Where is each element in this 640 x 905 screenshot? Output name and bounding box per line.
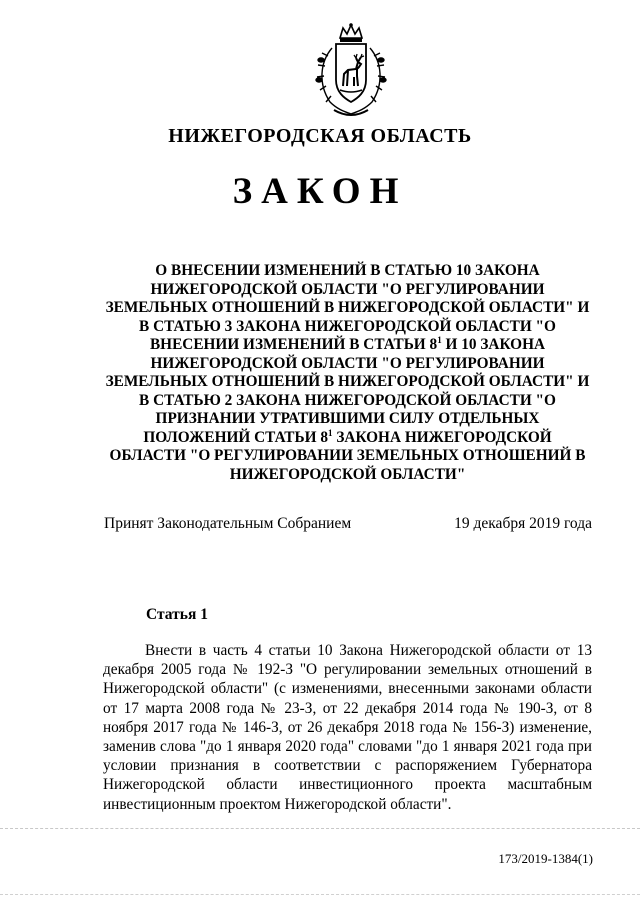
article-paragraph [103, 641, 592, 814]
shield-icon [336, 44, 366, 102]
law-title-line: В СТАТЬЮ 2 ЗАКОНА НИЖЕГОРОДСКОЙ ОБЛАСТИ "О [139, 391, 556, 409]
article-heading: Статья 1 [146, 606, 208, 623]
law-title-line [100, 336, 595, 355]
region-heading: НИЖЕГОРОДСКАЯ ОБЛАСТЬ [168, 125, 472, 147]
article-text: Внести в часть 4 статьи 10 Закона Нижегородской области от 13 декабря 2005 года № 192-З "О регулировании земельных отношений в Нижегородской области" (с изменениями, внесенными законами области от 17 марта 2008 года № 23-З, от 22 декабря 2014 года № 190-З, от 8 ноября 2017 года № 146-З, от 26 декабря 2018 года № 156-З) изменение, заменив слова "до 1 января 2020 года" словами "до 1 января 2021 года при условии признания в соответствии с распоряжением Губернатора Нижегородской области инвестиционного проекта масштабным инвестиционным проектом Нижегородской области". [103, 642, 592, 813]
superscript: 1 [437, 334, 442, 345]
crown-icon [340, 23, 362, 42]
law-title-text: И 10 ЗАКОНА [441, 336, 546, 353]
law-title-line: НИЖЕГОРОДСКОЙ ОБЛАСТИ" [229, 465, 466, 483]
law-title-text: ЗАКОНА НИЖЕГОРОДСКОЙ [332, 428, 552, 446]
document-number: 173/2019-1384(1) [498, 851, 593, 866]
law-title-line: ОБЛАСТИ "О РЕГУЛИРОВАНИИ ЗЕМЕЛЬНЫХ ОТНОШЕНИЙ В [109, 447, 586, 464]
adoption-date: 19 декабря 2019 года [454, 515, 592, 532]
law-title-line: ЗЕМЕЛЬНЫХ ОТНОШЕНИЙ В НИЖЕГОРОДСКОЙ ОБЛАСТИ" И [105, 373, 590, 390]
law-title-line: В СТАТЬЮ 3 ЗАКОНА НИЖЕГОРОДСКОЙ ОБЛАСТИ "О [139, 317, 556, 335]
law-title [100, 262, 595, 484]
law-title-line: НИЖЕГОРОДСКОЙ ОБЛАСТИ "О РЕГУЛИРОВАНИИ [150, 280, 545, 298]
superscript: 1 [328, 427, 333, 438]
law-title-line: ПРИЗНАНИИ УТРАТИВШИМИ СИЛУ ОТДЕЛЬНЫХ [155, 410, 540, 427]
divider [0, 894, 640, 895]
law-title-line: ЗЕМЕЛЬНЫХ ОТНОШЕНИЙ В НИЖЕГОРОДСКОЙ ОБЛАСТИ" И [105, 299, 590, 316]
coat-of-arms-emblem [310, 22, 392, 122]
law-title-text: ПОЛОЖЕНИЙ СТАТЬИ 8 [143, 428, 328, 446]
law-title-line: НИЖЕГОРОДСКОЙ ОБЛАСТИ "О РЕГУЛИРОВАНИИ [150, 354, 545, 372]
ribbon-icon [334, 110, 368, 115]
document-type-heading: ЗАКОН [232, 171, 408, 212]
law-title-line [100, 429, 595, 448]
law-title-text: ВНЕСЕНИИ ИЗМЕНЕНИЙ В СТАТЬИ 8 [149, 336, 438, 353]
law-title-line: О ВНЕСЕНИИ ИЗМЕНЕНИЙ В СТАТЬЮ 10 ЗАКОНА [155, 262, 540, 279]
divider [0, 828, 640, 829]
adoption-label: Принят Законодательным Собранием [104, 515, 352, 532]
